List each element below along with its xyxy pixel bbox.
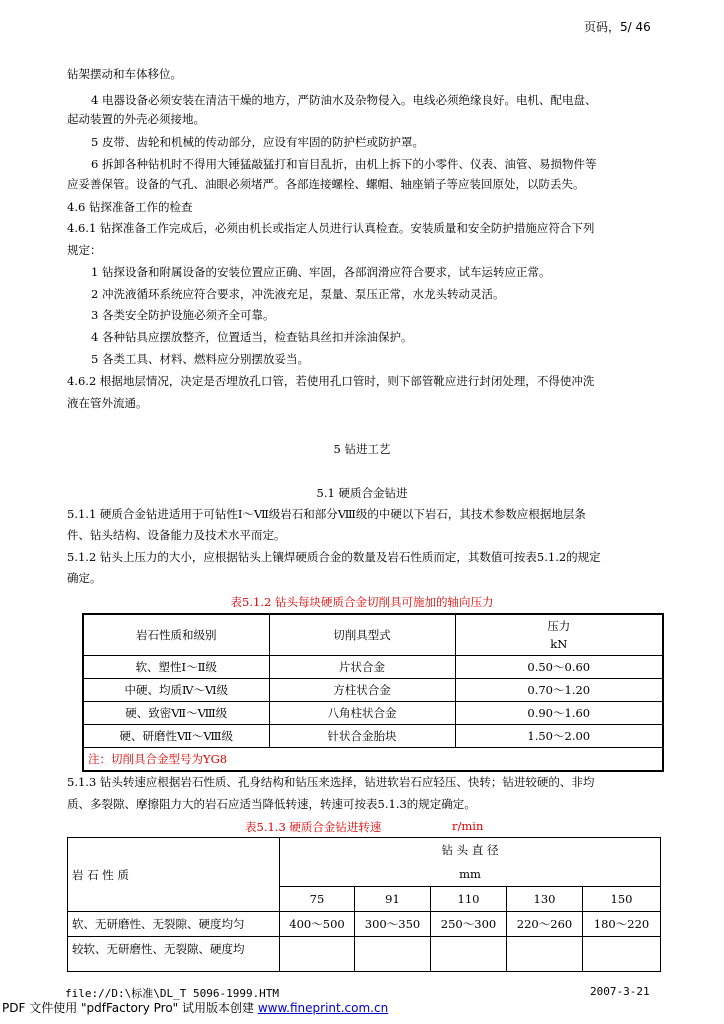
table-header: 110	[431, 887, 507, 912]
list-item: 1 钻探设备和附属设备的安装位置应正确、牢固，各部润滑应符合要求，试车运转应正常。	[91, 265, 551, 279]
table-cell: 软、塑性Ⅰ～Ⅱ级	[83, 656, 269, 679]
table-cell: 0.70～1.20	[455, 679, 663, 702]
table-cell: 300～350	[355, 912, 431, 937]
table-row	[83, 725, 663, 748]
table-cell: 较软、无研磨性、无裂隙、硬度均	[68, 937, 280, 972]
list-item: 3 各类安全防护设施必须齐全可靠。	[91, 308, 275, 322]
file-path: file://D:\标准\DL_T 5096-1999.HTM	[65, 987, 280, 1000]
table-cell: 400～500	[280, 912, 355, 937]
body-line: 5.1.2 钻头上压力的大小，应根据钻头上镶焊硬质合金的数量及岩石性质而定，其数值可按表5.1.2的规定	[67, 550, 601, 564]
table-header	[455, 614, 663, 656]
table2-caption: 表5.1.3 硬质合金钻进转速	[245, 820, 382, 834]
table-row	[83, 656, 663, 679]
table-header: 切削具型式	[269, 614, 455, 656]
table-cell: 0.50～0.60	[455, 656, 663, 679]
body-line: 4 电器设备必须安装在清洁干燥的地方，严防油水及杂物侵入。电线必须绝缘良好。电机、配电盘、	[91, 93, 597, 107]
table-cell	[280, 937, 355, 972]
table-cell: 0.90～1.60	[455, 702, 663, 725]
section-title: 5.1 硬质合金钻进	[316, 486, 408, 500]
table2-unit: r/min	[452, 819, 484, 833]
table-note: 注：切削具合金型号为YG8	[83, 748, 663, 772]
list-item: 2 冲洗液循环系统应符合要求，冲洗液充足，泵量、泵压正常，水龙头转动灵活。	[91, 287, 505, 301]
body-line: 4.6.1 钻探准备工作完成后，必须由机长或指定人员进行认真检查。安装质量和安全防护措施应符合下列	[67, 221, 595, 235]
table-cell: 1.50～2.00	[455, 725, 663, 748]
body-line: 规定：	[67, 243, 102, 257]
table-header: 岩石性质和级别	[83, 614, 269, 656]
body-line: 4.6.2 根据地层情况，决定是否埋放孔口管，若使用孔口管时，则下部管靴应进行封闭处理，不得使冲洗	[67, 374, 595, 388]
table-rotation-speed	[67, 837, 661, 972]
table-cell: 中硬、均质Ⅳ～Ⅵ级	[83, 679, 269, 702]
page-number: 页码，5/ 46	[584, 20, 651, 34]
table-cell: 硬、致密Ⅶ～Ⅷ级	[83, 702, 269, 725]
list-item: 4 各种钻具应摆放整齐，位置适当，检查钻具丝扣并涂油保护。	[91, 330, 413, 344]
table-cell: 180～220	[583, 912, 661, 937]
body-line: 应妥善保管。设备的气孔、油眼必须堵严。各部连接螺栓、螺帽、轴座销子等应装回原处，以防丢失。	[67, 177, 585, 191]
table-cell: 250～300	[431, 912, 507, 937]
table-row	[83, 679, 663, 702]
pressure-unit: kN	[550, 637, 568, 651]
body-line: 起动装置的外壳必须接地。	[67, 112, 205, 126]
body-line: 5.1.1 硬质合金钻进适用于可钻性Ⅰ～Ⅶ级岩石和部分Ⅷ级的中硬以下岩石，其技术参数应根据地层条	[67, 507, 586, 521]
table-row	[68, 937, 661, 972]
chapter-title: 5 钻进工艺	[333, 442, 391, 456]
table1-caption: 表5.1.2 钻头每块硬质合金切削具可施加的轴向压力	[230, 595, 494, 609]
pdf-notice	[2, 999, 388, 1016]
body-line: 质、多裂隙、摩擦阻力大的岩石应适当降低转速，转速可按表5.1.3的规定确定。	[67, 797, 476, 811]
table-row	[68, 912, 661, 937]
body-line: 液在管外流通。	[67, 396, 148, 410]
table-header: 91	[355, 887, 431, 912]
pdf-notice-text: PDF 文件使用 "pdfFactory Pro" 试用版本创建	[2, 1001, 258, 1015]
section-heading: 4.6 钻探准备工作的检查	[67, 200, 193, 214]
body-line: 6 拆卸各种钻机时不得用大锤猛敲猛打和盲目乱折，由机上拆下的小零件、仪表、油管、易损物件等	[91, 157, 597, 171]
body-line: 5 皮带、齿轮和机械的传动部分，应设有牢固的防护栏或防护罩。	[91, 135, 424, 149]
list-item: 5 各类工具、材料、燃料应分别摆放妥当。	[91, 352, 309, 366]
body-line: 5.1.3 钻头转速应根据岩石性质、孔身结构和钻压来选择，钻进软岩石应轻压、快转；钻进较硬的、非均	[67, 775, 595, 789]
body-line: 件、钻头结构、设备能力及技术水平而定。	[67, 528, 286, 542]
table-cell: 220～260	[507, 912, 583, 937]
table-cell	[431, 937, 507, 972]
pressure-label: 压力	[547, 619, 571, 633]
table-cell: 八角柱状合金	[269, 702, 455, 725]
table-cell: 针状合金胎块	[269, 725, 455, 748]
table-cell: 软、无研磨性、无裂隙、硬度均匀	[68, 912, 280, 937]
footer-date: 2007-3-21	[590, 985, 650, 998]
pdf-link[interactable]: www.fineprint.com.cn	[257, 1001, 389, 1015]
table-row	[83, 702, 663, 725]
body-line: 钻架摆动和车体移位。	[67, 67, 182, 81]
table-cell: 方柱状合金	[269, 679, 455, 702]
body-line: 确定。	[67, 571, 102, 585]
table-cell: 片状合金	[269, 656, 455, 679]
table-cell	[507, 937, 583, 972]
table-header: 130	[507, 887, 583, 912]
table-header: 钻 头 直 径	[280, 838, 661, 863]
table-cell: 硬、研磨性Ⅶ～Ⅷ级	[83, 725, 269, 748]
table-header: 75	[280, 887, 355, 912]
table-cell	[355, 937, 431, 972]
table-axial-pressure	[82, 613, 664, 772]
table-cell	[583, 937, 661, 972]
table-header: 岩 石 性 质	[68, 838, 280, 912]
table-header-unit: mm	[280, 862, 661, 887]
table-header: 150	[583, 887, 661, 912]
